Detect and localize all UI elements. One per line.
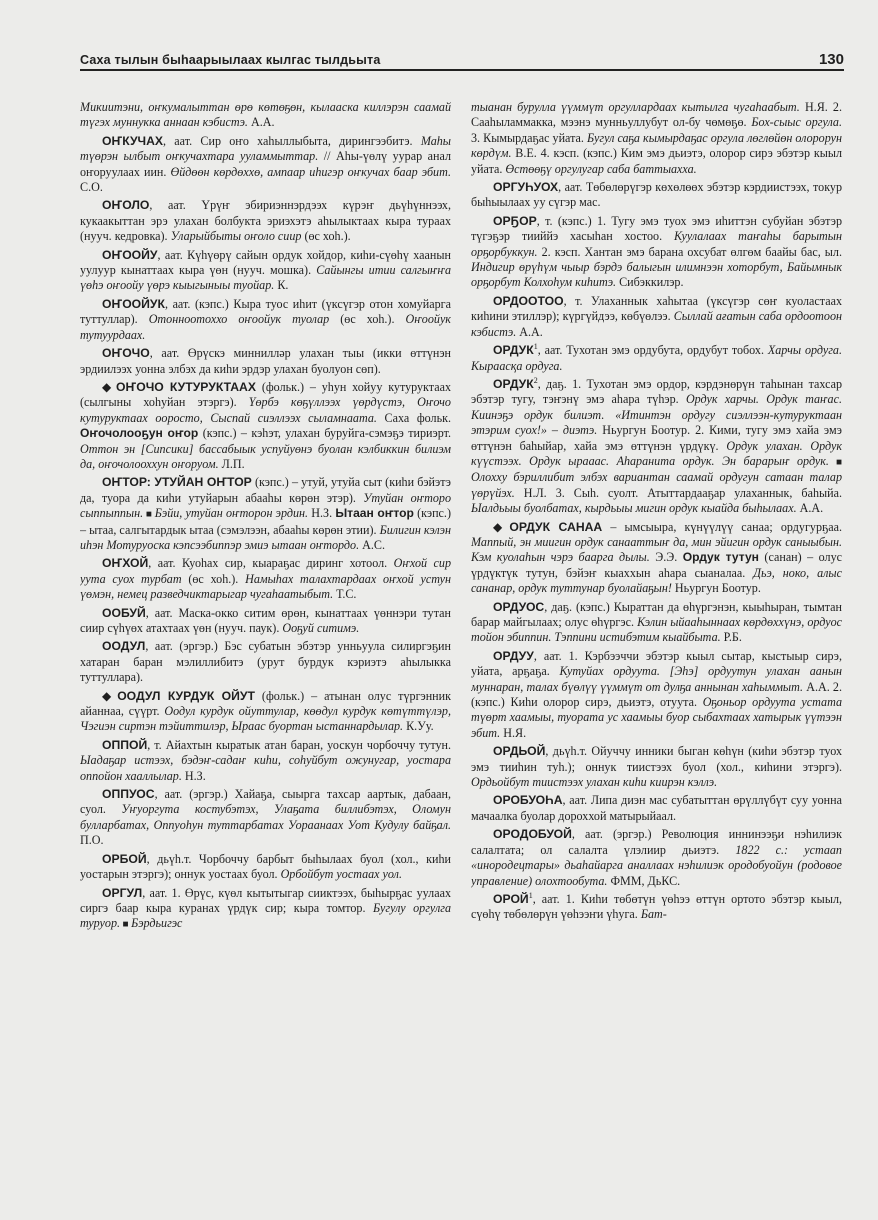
example-text: Оҕоньор ордуута устата түөрт хаамыы, туората ус хаамыы буор сыбахтаах хатырык үүтээн эбит. — [471, 695, 842, 740]
source-ref: Н.З. — [181, 768, 206, 783]
dictionary-entry — [80, 639, 451, 685]
definition-text: // Аһы-үөлү уурар анал оҥоруулаах иин. — [80, 149, 451, 179]
example-text: Оодул курдук ойуттулар, көөдул курдук көтүттүлэр, Чэгиэн сиртэн тэйиттилэр, Ыраас буортан ыстаннардылар. — [80, 704, 451, 734]
source-ref: Ньургун Боотур. — [671, 581, 761, 596]
dictionary-entry — [80, 886, 451, 933]
example-text: Индигир өрүһүм чыыр бэрдэ балыгын илимнээн хоторбут, Байымнык орҕорбут Колхоһум киһитэ. — [471, 260, 842, 290]
example-text: Олохху бэриллибит элбэх вариантан саамай ордугун сатаан талар үөрүйэх. — [471, 470, 842, 500]
definition-text: , т. (кэпс.) 1. Тугу эмэ туох эмэ иһиттэн субуйан эбэтэр түгэҕэр тииййэ хасыһан хостоо. — [471, 213, 842, 244]
headword: ОРДУУ — [493, 648, 534, 663]
headword: ООБУЙ — [102, 605, 146, 620]
left-column — [80, 100, 451, 1194]
source-ref: Н.Я. — [799, 100, 833, 114]
dictionary-entry — [80, 346, 451, 377]
source-ref: А.А. — [516, 324, 543, 339]
definition-text: , даҕ. (кэпс.) Кыраттан да өһүргэнэн, кыыһыран, тымтан барар майгылаах; олус өһүргэс. — [471, 599, 842, 629]
square-icon: ■ — [143, 509, 155, 521]
source-ref: Сибэккилэр. — [616, 275, 684, 290]
example-text: Отонноотоххо оҥоойук туолар — [148, 312, 330, 327]
headword: ОРДУК — [493, 376, 534, 391]
definition-text: , т. Айахтын кыратык атан баран, уоскун чорбоччу тутун. — [147, 737, 451, 752]
headword: ОРБОЙ — [102, 851, 147, 866]
definition-text: , даҕ. 1. Тухотан эмэ ордор, кэрдэнөрүн таһынан тахсар эбэтэр тугу, тэҥэнү эмэ аһара түһэр. — [471, 376, 842, 407]
source-ref: Р.Б. — [720, 630, 742, 645]
definition-text: , аат. Өрүскэ миннилләр улахан тыы (икки өттүнэн эрдиилээх уонна элбэх да киһи эрдэр улахан буолуон сөп). — [80, 346, 451, 376]
definition-text: 2. (кэпс.) Киһи олорор сирэ, дьиэтэ, отуута. — [471, 679, 842, 710]
definition-text: 2. Кими, тугу эмэ хайа эмэ өттүнэн баһыйар, хайа эмэ өттүнэн үрдүкү. — [471, 423, 842, 453]
example-text: Куулалаах таҥаһы барытын орҕорбуккун. — [471, 229, 842, 259]
example-text: Микиитэни, оҥкумалыттан өрө көтөҕөн, кылааска киллэрэн саамай түгэх муннукка аннаан кэбистэ. — [80, 100, 451, 130]
example-text: Сыллай ағатын саба ордоотоон кэбистэ. — [471, 309, 842, 339]
example-text: Оҥоойук тутуурдаах. — [80, 312, 451, 342]
headword: ОРДУК — [493, 343, 534, 358]
definition-text: , аат. (кэпс.) Кыра туос иһит (үксүгэр отон хомуйарга туттуллар). — [80, 296, 451, 327]
definition-text: 3. Кымырдаҕас уйата. — [471, 130, 587, 145]
example-text: Өстөөҕү оргулугар саба баттыахха. — [505, 161, 697, 176]
definition-text: , дьүһ.т. Чорбоччу барбыт быһылаах буол (хол., киһи уостарын этэргэ); оннук уостаах буол. — [80, 851, 451, 882]
headword: ОРҔОР — [493, 213, 537, 228]
source-ref: К. — [274, 278, 289, 293]
example-text: Намыһах талахтардаах оҥхой устун үөмэн, немец разведчиктарыгар чугаһаатыбыт. — [80, 571, 451, 602]
example-text: 1822 с.: устаап «инородецтары» дьаһайарга аналлаах нэһилиэк ородобуойун (родовое управление) олохтообута. — [471, 842, 842, 888]
example-text: Ыадаҕар истээх, бэдэҥ-садаҥ киһи, соһуйбут ожунугар, уостара оппойон хааллылар. — [80, 753, 451, 783]
dictionary-entry — [471, 793, 842, 824]
headword: ОҤООЙУ — [102, 247, 158, 262]
definition-text: , аат. Тухотан эмэ ордубута, ордубут тобох. — [537, 343, 768, 358]
dictionary-entry — [471, 343, 842, 374]
headword: ОРОДОБУОЙ — [493, 827, 572, 842]
headword: ОРГУЛ — [102, 885, 143, 900]
example-text: Орбойбут уостаах уол. — [280, 867, 402, 882]
headword: ООДУЛ — [102, 639, 146, 654]
headword: ОРДЬОЙ — [493, 744, 546, 759]
source-ref: Н.Л. — [514, 485, 556, 500]
headword: ОҤОЛО — [102, 198, 150, 213]
headword: ОРДООТОО — [493, 293, 564, 308]
page-header — [80, 47, 844, 71]
definition-text: (фольк.) – уһун хойуу кутуруктаах (сылгыны хоһуйан этэргэ). — [80, 379, 451, 410]
definition-text: 2. кэсп. Хантан эмэ барана охсубат өлгөм баайы бас, ыл. — [537, 244, 842, 259]
headword: ОРОЙ — [493, 891, 529, 906]
source-ref: Саха фольк. — [376, 410, 451, 425]
source-ref: А.А. — [247, 115, 275, 130]
definition-text: , аат. Липа диэн мас субатыттан өрүллүбүт суу уонна мачаалка буолар дороххой матырыйаал. — [471, 793, 842, 823]
square-icon: ■ — [828, 456, 842, 468]
dictionary-entry — [80, 198, 451, 244]
example-text: Кэм куолаһын чэрэ баарга дылы. — [471, 550, 650, 565]
dictionary-entry — [80, 475, 451, 553]
example-text: Ооҕуй ситимэ. — [282, 621, 360, 635]
source-ref: А.С. — [359, 537, 385, 552]
source-ref: Ньургун Боотур. — [597, 423, 696, 438]
dictionary-entry — [80, 738, 451, 784]
example-text: Бэйи, утуйан оҥторон эрдин. — [154, 506, 309, 521]
dictionary-entry — [471, 520, 842, 597]
running-title: Саха тылын быһаарыылаах кылгас тылдьыта — [80, 53, 381, 67]
example-text: Кутуйах ордуута. [Эһэ] ордуутун улахан аанын муннаран, талах бүөлүү үүммүт от дулҕа аннынан хаһыммыт. — [471, 664, 842, 694]
text-columns — [80, 100, 842, 1194]
definition-text: , аат. 1. Киһи төбөтүн үөһээ өттүн ортото эбэтэр кыыл, сүөһү төбөлөрүн үөһээҥи үһуга. — [471, 891, 842, 922]
example-text: Оттон эн [Сипсики] бассабыык успуйуөнэ буолан кэлбиккин билиэм да, оҥочолооххун оҥоруом. — [80, 441, 451, 471]
source-ref: А.А. — [796, 501, 824, 516]
definition-text: , аат. Төбөлөрүгэр көхөлөөх эбэтэр кэрдиистээх, токур быһыылаах уу сүгэр мас. — [471, 180, 842, 210]
phrase-headword: Оҥочолооҕун оҥор — [80, 426, 199, 441]
source-ref: П.О. — [80, 833, 104, 848]
headword: ОРДУК САНАА — [509, 519, 603, 534]
definition-text: (санан) – олус үрдүктүк тутун, бэйэҥ кыаххын аһара сыаналаа. — [471, 550, 842, 580]
definition-text: (өс хоһ.). — [181, 571, 246, 586]
dictionary-entry — [471, 649, 842, 741]
source-ref: В.Е. — [511, 146, 541, 161]
homonym-index: 1 — [528, 890, 533, 900]
definition-text: , аат. 1. Кэрбээччи эбэтэр кыыл сытар, кыстыыр сирэ, уйата, арҕаҕа. — [471, 648, 842, 679]
headword: ОҤКУЧАХ — [102, 133, 164, 148]
dictionary-entry — [80, 380, 451, 472]
definition-text: (фольк.) – атынан олус түргэнник айаннаа, сүүрт. — [80, 688, 451, 719]
source-ref: К.Уу. — [403, 719, 434, 734]
example-text: Бат- — [640, 907, 667, 922]
source-ref: Э.Э. — [649, 550, 683, 565]
dictionary-entry — [80, 248, 451, 294]
headword: ООДУЛ КУРДУК ОЙУТ — [117, 688, 255, 703]
dictionary-entry — [471, 180, 842, 211]
source-ref: Н.Я. — [500, 725, 527, 740]
dictionary-entry — [80, 134, 451, 196]
example-text: Харчы ордуга. Кыраасқа ордуга. — [471, 343, 842, 373]
dictionary-entry — [471, 294, 842, 340]
phrase-headword: Ытаан оҥтор — [335, 506, 414, 521]
square-icon: ■ — [120, 919, 132, 931]
example-text: Бугулу оргулга туруор. — [80, 900, 451, 931]
example-text: Утуйан оҥторо сыппыппын. — [80, 490, 451, 521]
definition-text: , аат. Куоһах сир, кыараҕас диринг хотоол. — [148, 556, 394, 571]
dictionary-entry — [80, 556, 451, 602]
phrase-headword: Ордук тутун — [682, 550, 759, 565]
definition-text: (кэпс.) – утуй, утуйа сыт (киһи бэйэтэ да, туора да киһи утуйарын абааһы көрөн этэр). — [80, 475, 451, 505]
definition-text: , аат. Күһүөрү сайын ордук хойдор, киһи-сүөһү хаанын уулуур кынаттаах кыра үөн (нууч. мошка). — [80, 247, 451, 278]
example-text: Ордьойбут тиистээх улахан киһи киирэн кэллэ. — [471, 775, 718, 790]
definition-text: 3. Сыһ. суолт. Атыттардааҕар улаханнык, баһыйа. — [555, 485, 842, 500]
headword: ОҤОЧО — [102, 346, 150, 361]
right-column — [471, 100, 842, 1194]
source-ref: Н.З. — [308, 506, 336, 521]
example-text: Маһы түөрэн ылбыт оҥкучахтара ууламмыттар. — [80, 133, 451, 164]
example-text: Сайынгы итии салгыҥҥа үөһэ оҥоойу үөрэ кыыгыныы туойар. — [80, 263, 451, 293]
example-text: Үөрбэ көҕүллээх үөрдүстэ, Оҥочо кутуруктаах ооросто, Сыспай сиэллээх сыламнаата. — [80, 395, 451, 425]
example-text: Ыалдьыы буолбатах, кырдьыы мигин ордук кыайда быһылаах. — [471, 501, 797, 516]
dictionary-entry — [80, 787, 451, 849]
dictionary-entry — [471, 377, 842, 517]
definition-text: , аат. 1. Өрүс, күөл кытытыгар сииктээх, быһырҕас уулаах сиргэ баар кыра куранах үрдүк сир; кыра томтор. — [80, 885, 451, 915]
headword: ОРДУОС — [493, 599, 545, 614]
dictionary-entry — [80, 852, 451, 883]
homonym-index: 2 — [533, 375, 538, 385]
definition-text: 4. кэсп. (кэпс.) Ким эмэ дьиэтэ, олорор сирэ эбэтэр кыыл уйата. — [471, 146, 842, 176]
definition-text: 2. Сааһыламмакка, мээнэ мунньуллубут ол-бу чөмөҕө. — [471, 100, 842, 130]
definition-text: (өс хоһ.). — [329, 312, 406, 327]
dictionary-entry — [471, 827, 842, 889]
diamond-icon: ◆ — [102, 379, 115, 394]
example-text: Ордук харчы. Ордук таҥас. Киинэҕэ ордук билиэт. «Итинтэн ордугу сиэллээн-кутуруктаан этэрим суох!» – диэтэ. — [471, 392, 842, 438]
dictionary-entry — [80, 100, 451, 131]
dictionary-entry — [80, 689, 451, 735]
example-text: Дьэ, ноко, алыс сананар, ордук туттунар буолайаҕын! — [471, 565, 842, 596]
definition-text: – ымсыыра, күнүүлүү санаа; ордугурҕаа. — [602, 519, 842, 534]
headword: ОҤОЧО КУТУРУКТААХ — [116, 379, 256, 394]
diamond-icon: ◆ — [493, 519, 508, 534]
definition-text: , аат. (эргэр.) Бэс субатын эбэтэр унньуула силиргэҕин хатаран баран мэлиллибитэ (урут бурдук кэриэтэ аһылыкка туттуллара). — [80, 639, 451, 685]
dictionary-entry — [471, 744, 842, 790]
example-text: Бох-сыыс оргула. — [751, 115, 842, 130]
definition-text: , дьүһ.т. Ойуччу инники быган көһүн (киһи эбэтэр туох эмэ тииһин туһ.); оннук тиистээх буол (хол., киһини этэргэ). — [471, 744, 842, 774]
source-ref: Л.П. — [218, 456, 245, 471]
source-ref: ФММ, ДьКС. — [607, 873, 681, 888]
example-text: Өйдөөн көрдөххө, ампаар иһигэр оҥкучах баар эбит. — [170, 164, 451, 179]
definition-text: , т. Улаханнык хаһытаа (үксүгэр сөҥ куоластаах киһини этиллэр); күргүйдээ, көбүөлээ. — [471, 293, 842, 324]
dictionary-entry — [80, 297, 451, 343]
headword: ОРОБУОҺА — [493, 793, 563, 808]
example-text: Кэлин ыйааһыннаах көрдөххүнэ, ордуос тойон эбиппин. Тэппини истибэтим кыайбыта. — [471, 615, 842, 645]
example-text: Бэрдьигэс — [131, 916, 183, 931]
example-text: тыанан бурулла үүммүт оргуллардаах кытылга чугаһаабыт. — [471, 100, 800, 114]
dictionary-entry — [471, 600, 842, 646]
definition-text: , аат. Маска-окко ситим өрөн, кынаттаах үөннэри тутан сиир сүһүөх атахтаах үөн (нууч. паук). — [80, 605, 451, 635]
source-ref: А.А. — [803, 679, 833, 694]
dictionary-entry — [80, 606, 451, 637]
example-text: Бугул саҕа кымырдаҕас оргула лөглөйөн олорорун көрдүм. — [471, 130, 842, 161]
definition-text: , аат. Сир оҥо хаһыллыбыта, дирингээбитэ. — [163, 133, 421, 148]
homonym-index: 1 — [533, 342, 538, 352]
headword: ОҤХОЙ — [102, 556, 149, 571]
headword: ОҤООЙУК — [102, 296, 165, 311]
dictionary-entry — [471, 100, 842, 177]
headword: ОРГУҺУОХ — [493, 180, 559, 195]
example-text: Маппый, эн миигин ордук санааттыҥ да, мин эйигин ордук саныыбын. — [471, 534, 842, 549]
definition-text: (өс хоһ.). — [301, 229, 351, 244]
example-text: Билигин кэлэн иһэн Мотуруоска кэпсээбиппэр эмиэ ытаан оҥтордо. — [80, 522, 451, 552]
definition-text: , аат. Үрүҥ эбириэннэрдээх күрэҥ дьүһүннээх, кукаакыттан эрэ улахан болбукта эриэхэтэ аһылыктаах кыра тураах (нууч. кедровка). — [80, 198, 451, 244]
headword: ОППОЙ — [102, 737, 148, 752]
source-ref: Т.С. — [333, 587, 357, 602]
definition-text: , аат. (эргэр.) Революция иннинээҕи нэһилиэк салалтата; ол салалта үлэлиир дьиэтэ. — [471, 827, 842, 857]
example-text: Уҥуоргута костубэтэх, Улаҕата биллибэтэх, Оломун булларбатах, Оппуоһун туттарбатах Уораанаах Уот Кудулу байҕал. — [80, 802, 451, 832]
source-ref: С.О. — [80, 180, 103, 195]
example-text: Оҥхой сир уута суох турбат — [80, 556, 451, 586]
example-text: Ордук улахан. Ордук күүстээх. Ордук ырааас. Аһаранита ордук. Эн барарыҥ ордук. — [471, 438, 842, 468]
dictionary-entry — [471, 892, 842, 923]
example-text: Уларыйбыты оҥоло сиир — [170, 229, 302, 244]
definition-text: , аат. (эргэр.) Хайаҕа, сыырга тахсар аартык, дабаан, суол. — [80, 787, 451, 817]
diamond-icon: ◆ — [102, 688, 116, 703]
headword: ОППУОС — [102, 787, 155, 802]
definition-text: (кэпс.) – ытаа, салгытардык ытаа (сэмэлээн, абааһы көрөн этии). — [80, 506, 451, 537]
dictionary-entry — [471, 214, 842, 291]
definition-text: (кэпс.) – кэһэт, улахан буруйга-сэмэҕэ тириэрт. — [198, 426, 451, 441]
headword: ОҤТОР: УТУЙАН ОҤТОР — [102, 475, 252, 490]
page-number: 130 — [818, 51, 844, 68]
